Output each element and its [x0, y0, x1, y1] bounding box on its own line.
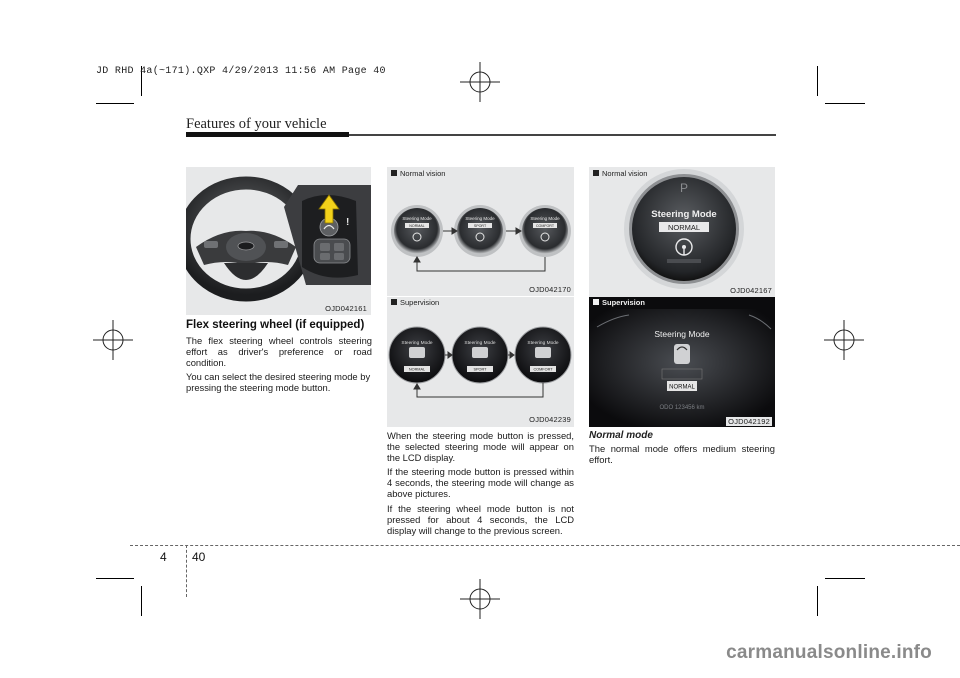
svg-text:NORMAL: NORMAL	[669, 384, 695, 391]
figure-caption: Supervision	[391, 298, 439, 307]
paragraph: If the steering wheel mode button is not pressed for about 4 seconds, the LCD display will change to the previous screen.	[387, 502, 574, 536]
section-heading: Flex steering wheel (if equipped)	[186, 319, 365, 331]
svg-text:NORMAL: NORMAL	[408, 367, 426, 372]
figure-code: OJD042192	[728, 417, 770, 426]
footer-dashed-rule	[130, 545, 960, 546]
svg-text:!: !	[346, 217, 350, 228]
lcd-sequence	[387, 297, 574, 427]
svg-text:SPORT: SPORT	[473, 224, 487, 228]
svg-text:Steering Mode: Steering Mode	[465, 216, 495, 221]
svg-text:Steering Mode: Steering Mode	[401, 341, 433, 346]
paragraph: You can select the desired steering mode by pressing the steering mode button.	[186, 371, 371, 394]
middle-column	[387, 430, 574, 539]
figure-caption: Supervision	[593, 298, 645, 307]
svg-text:ODO 123456 km: ODO 123456 km	[659, 405, 705, 411]
steering-wheel-figure	[186, 167, 371, 315]
svg-text:P: P	[679, 181, 689, 195]
lcd-normal	[389, 327, 445, 383]
dial-comfort	[519, 205, 571, 257]
page-header-title: Features of your vehicle	[186, 116, 327, 132]
supervision-cycle-figure	[387, 297, 574, 427]
normal-vision-cycle-figure	[387, 167, 574, 296]
left-column	[186, 319, 372, 396]
svg-text:Steering Mode: Steering Mode	[651, 209, 717, 220]
paragraph: If the steering mode button is pressed within 4 seconds, the steering mode will change as above pictures.	[387, 466, 574, 500]
svg-text:NORMAL: NORMAL	[667, 223, 701, 232]
steering-wheel-illustration	[186, 167, 371, 315]
svg-text:Steering Mode: Steering Mode	[402, 216, 432, 221]
figure-code: OJD042170	[529, 285, 571, 294]
footer-dashed-divider	[186, 545, 187, 597]
print-slug: JD RHD 4a(~171).QXP 4/29/2013 11:56 AM Page 40	[96, 66, 386, 77]
subheading: Normal mode	[589, 430, 653, 441]
right-column	[589, 430, 775, 468]
svg-text:COMFORT: COMFORT	[535, 224, 555, 228]
dial-sport	[454, 205, 506, 257]
svg-text:COMFORT: COMFORT	[533, 367, 553, 372]
dial-sequence	[387, 167, 574, 296]
lcd-normal-large	[589, 297, 775, 427]
figure-caption: Normal vision	[593, 169, 647, 178]
dial-normal-large	[589, 167, 775, 297]
svg-text:SPORT: SPORT	[473, 367, 487, 372]
page-number: 40	[192, 550, 206, 564]
lcd-sport	[452, 327, 508, 383]
figure-code: OJD042161	[325, 304, 367, 313]
watermark: carmanualsonline.info	[726, 642, 932, 663]
dial-normal	[391, 205, 443, 257]
svg-text:Steering Mode: Steering Mode	[654, 329, 710, 339]
lcd-comfort	[515, 327, 571, 383]
paragraph: The flex steering wheel controls steering effort as driver's preference or road condition.	[186, 335, 372, 369]
header-bar	[186, 132, 349, 137]
svg-text:NORMAL: NORMAL	[409, 224, 425, 228]
figure-caption: Normal vision	[391, 169, 445, 178]
normal-vision-dial-figure	[589, 167, 775, 297]
supervision-lcd-figure	[589, 297, 775, 427]
chapter-number: 4	[160, 550, 167, 564]
svg-text:Steering Mode: Steering Mode	[527, 341, 559, 346]
paragraph: The normal mode offers medium steering effort.	[589, 443, 775, 466]
figure-code: OJD042167	[730, 286, 772, 295]
svg-text:Steering Mode: Steering Mode	[530, 216, 560, 221]
figure-code: OJD042239	[529, 415, 571, 424]
svg-text:Steering Mode: Steering Mode	[464, 341, 496, 346]
paragraph: When the steering mode button is pressed, the selected steering mode will appear on the LCD display.	[387, 430, 574, 464]
